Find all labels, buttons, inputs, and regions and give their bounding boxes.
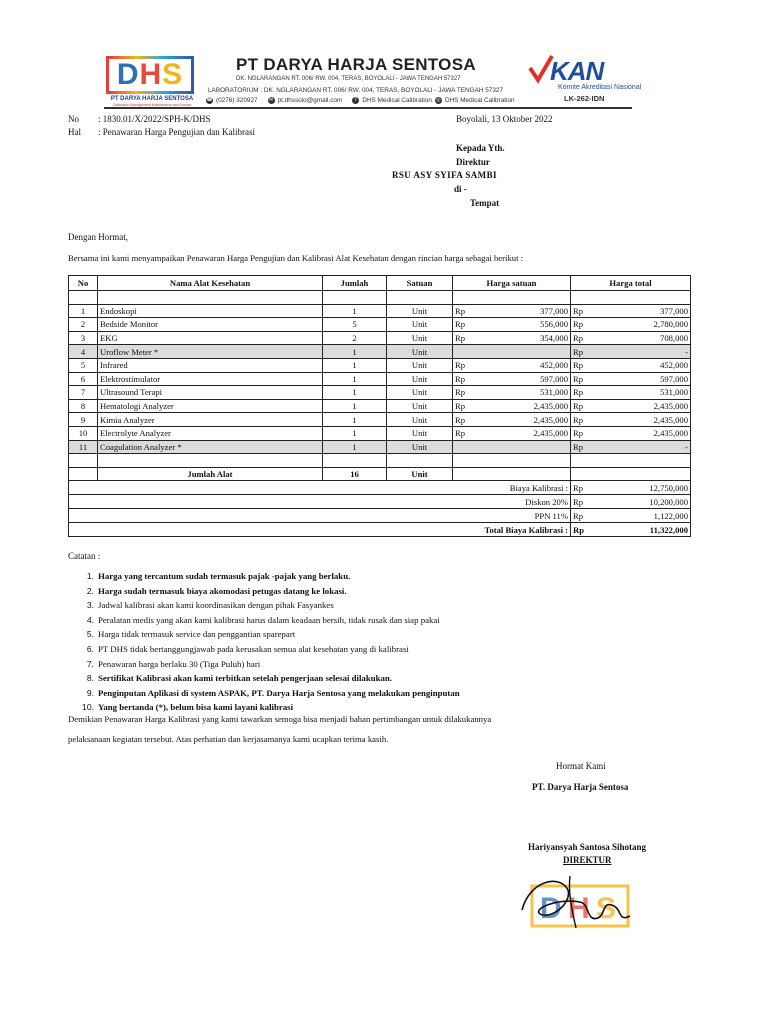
note-text: Sertifikat Kalibrasi akan kami terbitkan setelah pengerjaan selesai dilakukan. bbox=[98, 673, 392, 684]
greeting: Dengan Hormat, bbox=[68, 232, 128, 242]
row-unit: Unit bbox=[387, 358, 453, 372]
header-name: Nama Alat Kesehatan bbox=[98, 276, 323, 291]
table-row bbox=[69, 331, 691, 345]
row-unit-price: 2,435,000 bbox=[469, 399, 571, 413]
row-name: Uroflow Meter * bbox=[98, 345, 323, 359]
row-no: 11 bbox=[69, 440, 98, 454]
summary-currency: Rp bbox=[571, 523, 587, 537]
laboratory-address: LABORATORIUM : DK. NGLARANGAN RT. 006/ RW. 004, TERAS, BOYOLALI - JAWA TENGAH 57327 bbox=[208, 87, 504, 94]
row-unit: Unit bbox=[387, 386, 453, 400]
note-text: Yang bertanda (*), belum bisa kami layani kalibrasi bbox=[98, 702, 294, 713]
summary-currency: Rp bbox=[571, 495, 587, 509]
row-total-currency: Rp bbox=[571, 440, 587, 454]
total-qty: 16 bbox=[323, 467, 387, 481]
row-unit: Unit bbox=[387, 413, 453, 427]
table-body bbox=[69, 291, 691, 481]
row-total-currency: Rp bbox=[571, 358, 587, 372]
regards: Hormat Kami bbox=[556, 761, 606, 771]
row-unit-price bbox=[469, 440, 571, 454]
kan-number: LK-262-IDN bbox=[564, 94, 605, 103]
note-item bbox=[78, 629, 460, 644]
summary-currency: Rp bbox=[571, 481, 587, 495]
phone-number: (0276) 320927 bbox=[216, 97, 258, 104]
row-qty: 1 bbox=[323, 345, 387, 359]
price-table bbox=[68, 275, 691, 481]
row-total-price: 377,000 bbox=[587, 304, 691, 318]
phone-icon: ☎ bbox=[206, 97, 213, 103]
recipient-org: RSU ASY SYIFA SAMBI bbox=[392, 170, 497, 180]
row-price-currency: Rp bbox=[453, 399, 469, 413]
row-unit: Unit bbox=[387, 372, 453, 386]
row-price-currency bbox=[453, 345, 469, 359]
row-price-currency: Rp bbox=[453, 331, 469, 345]
closing-line-2: pelaksanaan kegiatan tersebut. Atas perhatian dan kerjasamanya kami ucapkan terima kasih. bbox=[68, 734, 389, 744]
row-price-currency: Rp bbox=[453, 413, 469, 427]
row-name: Elektrostimulator bbox=[98, 372, 323, 386]
row-unit-price: 597,000 bbox=[469, 372, 571, 386]
summary-row bbox=[69, 481, 691, 495]
contact-line bbox=[206, 97, 515, 104]
note-item bbox=[78, 586, 460, 601]
note-item bbox=[78, 600, 460, 615]
note-number: 3. bbox=[86, 600, 94, 611]
summary-label: Diskon 20% bbox=[69, 495, 571, 509]
table-row bbox=[69, 345, 691, 359]
note-number: 10. bbox=[82, 702, 94, 713]
row-no: 6 bbox=[69, 372, 98, 386]
row-name: EKG bbox=[98, 331, 323, 345]
note-number: 6. bbox=[86, 643, 94, 654]
row-price-currency: Rp bbox=[453, 386, 469, 400]
row-total-price: 708,000 bbox=[587, 331, 691, 345]
summary-currency: Rp bbox=[571, 509, 587, 523]
kan-wordmark: KAN bbox=[550, 56, 604, 86]
notes-title: Catatan : bbox=[68, 551, 101, 561]
row-name: Kimia Analyzer bbox=[98, 413, 323, 427]
row-total-currency: Rp bbox=[571, 386, 587, 400]
row-qty: 5 bbox=[323, 318, 387, 332]
row-qty: 1 bbox=[323, 386, 387, 400]
header-unit: Satuan bbox=[387, 276, 453, 291]
note-number: 8. bbox=[86, 673, 94, 684]
summary-label: Total Biaya Kalibrasi : bbox=[69, 523, 571, 537]
table-row bbox=[69, 413, 691, 427]
logo-letter-h: H bbox=[139, 58, 163, 91]
row-name: Infrared bbox=[98, 358, 323, 372]
instagram-icon: ◎ bbox=[436, 97, 441, 103]
row-price-currency: Rp bbox=[453, 358, 469, 372]
letter-number: : 1830.01/X/2022/SPH-K/DHS bbox=[98, 114, 211, 124]
place-date: Boyolali, 13 Oktober 2022 bbox=[456, 114, 553, 124]
row-no: 1 bbox=[69, 304, 98, 318]
note-text: Jadwal kalibrasi akan kami koordinasikan dengan pihak Fasyankes bbox=[98, 600, 334, 611]
logo-letter-d: D bbox=[116, 58, 140, 91]
note-number: 2. bbox=[86, 585, 94, 596]
recipient-place: Tempat bbox=[470, 198, 500, 208]
row-unit-price: 556,000 bbox=[469, 318, 571, 332]
row-total-price: 2,780,000 bbox=[587, 318, 691, 332]
svg-text:S: S bbox=[596, 892, 617, 925]
row-name: Hematologi Analyzer bbox=[98, 399, 323, 413]
row-total-currency: Rp bbox=[571, 399, 587, 413]
row-qty: 1 bbox=[323, 304, 387, 318]
no-label: No bbox=[68, 114, 79, 124]
total-row bbox=[69, 467, 691, 481]
total-unit: Unit bbox=[387, 467, 453, 481]
kan-caption: Komite Akreditasi Nasional bbox=[558, 84, 642, 91]
table-header-row bbox=[69, 276, 691, 291]
table-row bbox=[69, 426, 691, 440]
row-unit-price bbox=[469, 345, 571, 359]
row-no: 4 bbox=[69, 345, 98, 359]
note-text: Peralatan medis yang akan kami kalibrasi harus dalam keadaan bersih, tidak rusak dan siap pakai bbox=[98, 614, 440, 625]
signer-name: Hariyansyah Santosa Sihotang bbox=[528, 842, 647, 852]
row-unit: Unit bbox=[387, 440, 453, 454]
note-text: Harga yang tercantum sudah termasuk pajak -pajak yang berlaku. bbox=[98, 571, 351, 581]
summary-row bbox=[69, 495, 691, 509]
row-no: 2 bbox=[69, 318, 98, 332]
row-price-currency: Rp bbox=[453, 372, 469, 386]
table-row bbox=[69, 440, 691, 454]
row-price-currency bbox=[453, 440, 469, 454]
row-unit: Unit bbox=[387, 318, 453, 332]
row-qty: 2 bbox=[323, 331, 387, 345]
row-unit: Unit bbox=[387, 426, 453, 440]
note-item bbox=[78, 688, 460, 703]
row-total-price: - bbox=[587, 440, 691, 454]
row-unit-price: 452,000 bbox=[469, 358, 571, 372]
letter-subject: : Penawaran Harga Pengujian dan Kalibrasi bbox=[98, 127, 256, 137]
email-icon: ✉ bbox=[268, 97, 274, 103]
letterhead-divider bbox=[104, 107, 632, 109]
row-total-currency: Rp bbox=[571, 345, 587, 359]
row-total-currency: Rp bbox=[571, 331, 587, 345]
table-row bbox=[69, 386, 691, 400]
recipient-to: Kepada Yth. bbox=[456, 143, 505, 153]
note-text: PT DHS tidak bertanggungjawab pada kerusakan semua alat kesehatan yang di kalibrasi bbox=[98, 643, 409, 654]
summary-value: 12,750,000 bbox=[587, 481, 691, 495]
header-unit-price: Harga satuan bbox=[453, 276, 571, 291]
signature-stamp-icon bbox=[510, 870, 640, 932]
row-unit-price: 2,435,000 bbox=[469, 413, 571, 427]
row-name: Coagulation Analyzer * bbox=[98, 440, 323, 454]
row-total-currency: Rp bbox=[571, 413, 587, 427]
kan-logo bbox=[528, 54, 642, 106]
row-total-price: 531,000 bbox=[587, 386, 691, 400]
company-name: PT DARYA HARJA SENTOSA bbox=[236, 55, 476, 74]
row-no: 3 bbox=[69, 331, 98, 345]
row-no: 7 bbox=[69, 386, 98, 400]
note-item bbox=[78, 644, 460, 659]
row-unit-price: 354,000 bbox=[469, 331, 571, 345]
note-text: Penginputan Aplikasi di system ASPAK, PT. Darya Harja Sentosa yang melakukan penginputan bbox=[98, 687, 460, 698]
summary-label: Biaya Kalibrasi : bbox=[69, 481, 571, 495]
note-number: 1. bbox=[86, 571, 94, 581]
row-total-currency: Rp bbox=[571, 318, 587, 332]
row-qty: 1 bbox=[323, 440, 387, 454]
table-row bbox=[69, 358, 691, 372]
note-text: Harga tidak termasuk service dan penggantian sparepart bbox=[98, 629, 296, 640]
note-number: 7. bbox=[86, 658, 94, 669]
facebook-account: DHS Medical Calibration bbox=[362, 97, 432, 104]
header-total-price: Harga total bbox=[571, 276, 691, 291]
row-unit: Unit bbox=[387, 304, 453, 318]
table-row bbox=[69, 372, 691, 386]
note-item bbox=[78, 615, 460, 630]
row-total-currency: Rp bbox=[571, 304, 587, 318]
email-address: pt.dhssolo@gmail.com bbox=[277, 97, 343, 104]
row-qty: 1 bbox=[323, 372, 387, 386]
row-name: Electrolyte Analyzer bbox=[98, 426, 323, 440]
intro-text: Bersama ini kami menyampaikan Penawaran Harga Pengujian dan Kalibrasi Alat Kesehatan dengan rincian harga sebagai berikut : bbox=[68, 253, 524, 263]
table-row bbox=[69, 399, 691, 413]
summary-row bbox=[69, 509, 691, 523]
row-price-currency: Rp bbox=[453, 318, 469, 332]
row-unit-price: 2,435,000 bbox=[469, 426, 571, 440]
closing-company: PT. Darya Harja Sentosa bbox=[532, 782, 629, 792]
logo-subcaption: Calibration Management Maintenance and Service bbox=[112, 103, 192, 107]
recipient-title: Direktur bbox=[456, 157, 490, 167]
row-no: 8 bbox=[69, 399, 98, 413]
company-address: DK. NGLARANGAN RT. 006/ RW. 004, TERAS, BOYOLALI - JAWA TENGAH 57327 bbox=[236, 76, 461, 82]
summary-label: PPN 11% bbox=[69, 509, 571, 523]
total-label: Jumlah Alat bbox=[98, 467, 323, 481]
note-number: 5. bbox=[86, 629, 94, 640]
table-row bbox=[69, 304, 691, 318]
row-qty: 1 bbox=[323, 358, 387, 372]
note-item bbox=[78, 659, 460, 674]
summary-value: 11,322,000 bbox=[587, 523, 691, 537]
summary-table bbox=[68, 480, 691, 537]
row-name: Bedside Monitor bbox=[98, 318, 323, 332]
note-item bbox=[78, 571, 460, 586]
table-row bbox=[69, 318, 691, 332]
row-unit: Unit bbox=[387, 331, 453, 345]
row-no: 5 bbox=[69, 358, 98, 372]
row-total-price: 597,000 bbox=[587, 372, 691, 386]
note-number: 4. bbox=[86, 614, 94, 625]
note-text: Harga sudah termasuk biaya akomodasi petugas datang ke lokasi. bbox=[98, 585, 347, 596]
note-number: 9. bbox=[86, 687, 94, 698]
summary-row bbox=[69, 523, 691, 537]
logo-caption: PT DARYA HARJA SENTOSA bbox=[110, 96, 194, 102]
closing-line-1: Demikian Penawaran Harga Kalibrasi yang kami tawarkan semoga bisa menjadi bahan pertimbangan untuk dilakukannya bbox=[68, 714, 492, 724]
hal-label: Hal bbox=[68, 127, 81, 137]
row-total-currency: Rp bbox=[571, 426, 587, 440]
row-qty: 1 bbox=[323, 399, 387, 413]
row-qty: 1 bbox=[323, 426, 387, 440]
dhs-logo bbox=[104, 56, 196, 106]
header-qty: Jumlah bbox=[323, 276, 387, 291]
row-no: 10 bbox=[69, 426, 98, 440]
row-unit-price: 377,000 bbox=[469, 304, 571, 318]
row-name: Endoskopi bbox=[98, 304, 323, 318]
blank-row bbox=[69, 454, 691, 468]
blank-row bbox=[69, 291, 691, 305]
svg-text:D: D bbox=[540, 892, 562, 925]
summary-value: 1,122,000 bbox=[587, 509, 691, 523]
row-qty: 1 bbox=[323, 413, 387, 427]
row-total-price: 2,435,000 bbox=[587, 399, 691, 413]
row-unit: Unit bbox=[387, 399, 453, 413]
signer-position: DIREKTUR bbox=[563, 855, 612, 865]
row-total-currency: Rp bbox=[571, 372, 587, 386]
row-price-currency: Rp bbox=[453, 304, 469, 318]
row-total-price: 2,435,000 bbox=[587, 426, 691, 440]
svg-text:H: H bbox=[568, 892, 590, 925]
row-total-price: 2,435,000 bbox=[587, 413, 691, 427]
dhs-logo-mark bbox=[106, 56, 194, 94]
row-no: 9 bbox=[69, 413, 98, 427]
row-name: Ultrasound Terapi bbox=[98, 386, 323, 400]
row-unit: Unit bbox=[387, 345, 453, 359]
recipient-at: di - bbox=[454, 184, 467, 194]
note-item bbox=[78, 673, 460, 688]
notes-list bbox=[78, 571, 460, 717]
note-text: Penawaran harga berlaku 30 (Tiga Puluh) hari bbox=[98, 658, 261, 669]
row-total-price: - bbox=[587, 345, 691, 359]
row-unit-price: 531,000 bbox=[469, 386, 571, 400]
row-price-currency: Rp bbox=[453, 426, 469, 440]
instagram-account: DHS Medical Calibration bbox=[444, 97, 515, 104]
summary-body bbox=[69, 481, 691, 537]
facebook-icon: f bbox=[352, 97, 359, 104]
logo-letter-s: S bbox=[162, 58, 184, 91]
summary-value: 10,200,000 bbox=[587, 495, 691, 509]
row-total-price: 452,000 bbox=[587, 358, 691, 372]
header-no: No bbox=[69, 276, 98, 291]
